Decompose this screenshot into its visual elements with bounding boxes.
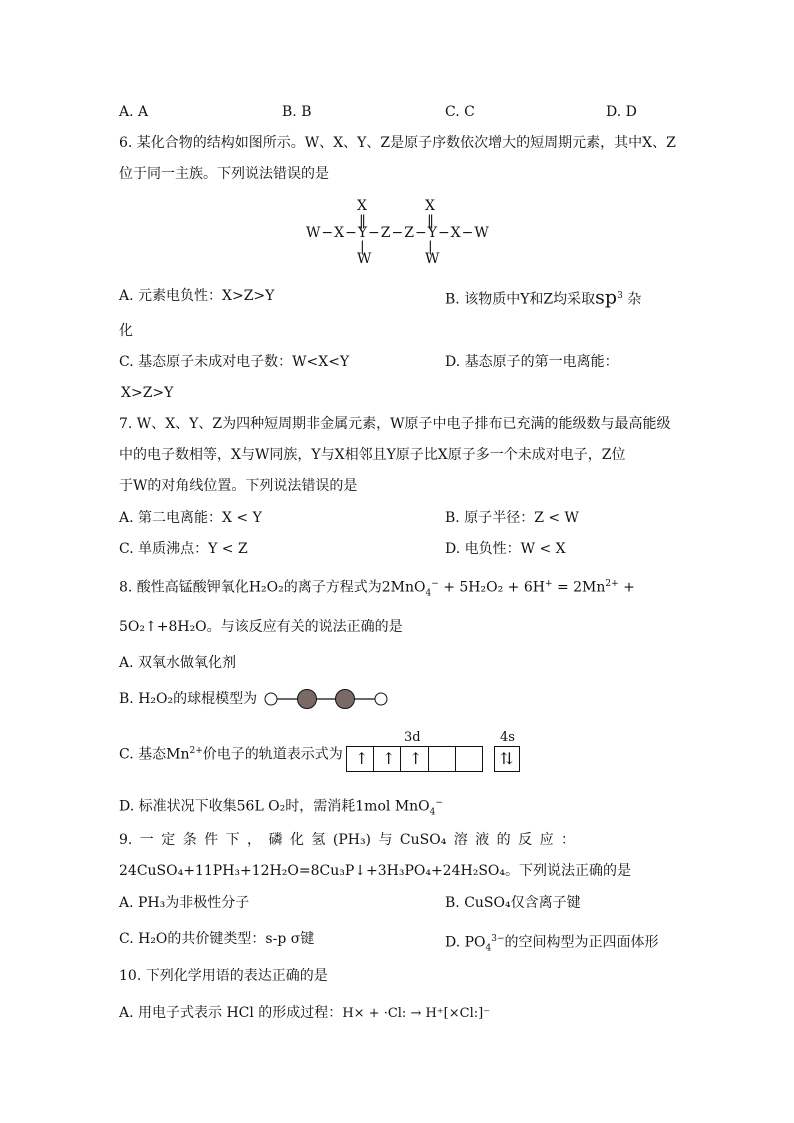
q8-eq-mn: = 2Mn	[552, 579, 606, 596]
struct-single-bond-left: |	[360, 239, 365, 255]
q5-option-d: D. D	[606, 104, 637, 120]
hcl-electron-formula: H× + ·Cl: → H⁺[×Cl:]⁻	[342, 1006, 491, 1021]
q7-stem-line1: 7. W、X、Y、Z为四种短周期非金属元素，W原子中电子排布已充满的能级数与最高能级	[119, 416, 671, 432]
q7-stem-line2: 中的电子数相等，X与W同族，Y与X相邻且Y原子比X原子多一个未成对电子，Z位	[119, 447, 626, 463]
q9-stem-line1: 9. 一 定 条 件 下 ， 磷 化 氢 (PH₃) 与 CuSO₄ 溶 液 的 反 应 ：	[119, 832, 576, 848]
struct-double-bond-left: ‖	[359, 213, 366, 229]
orbital-3d-divider	[428, 746, 429, 772]
struct-bottom-w-right: W	[425, 251, 440, 267]
struct-top-x-left: X	[357, 198, 367, 214]
q9-option-d-sub: 4	[485, 943, 492, 954]
q5-option-c: C. C	[445, 104, 475, 120]
label-3d: 3d	[404, 730, 421, 745]
q8-h2o2: H₂O₂	[248, 579, 284, 596]
up-arrow-icon: ↑	[382, 749, 396, 768]
q9-option-d-pre: D. PO	[445, 934, 486, 951]
q8-stem-line2-text: 。与该反应有关的说法正确的是	[206, 619, 403, 635]
q8-stem-pre: 8. 酸性高锰酸钾氧化	[119, 579, 249, 596]
struct-main-chain: W−X−Y−Z−Z−Y−X−W	[306, 225, 490, 241]
q6-option-b	[445, 287, 641, 309]
q8-option-c	[119, 742, 343, 764]
q6-option-b-wrap: 化	[119, 323, 133, 339]
q8-eq-h2o2-h: + 5H₂O₂ + 6H	[438, 579, 545, 596]
q7-option-b: B. 原子半径：Z < W	[445, 510, 579, 526]
up-arrow-icon: ↑	[409, 749, 423, 768]
q8-option-d-sup: −	[435, 798, 443, 808]
q7-option-a: A. 第二电离能：X < Y	[119, 510, 262, 526]
orbital-3d-divider	[455, 746, 456, 772]
q7-stem-line3: 于W的对角线位置。下列说法错误的是	[119, 478, 358, 494]
struct-top-x-right: X	[425, 198, 435, 214]
q6-option-b-tail: 杂	[622, 291, 642, 308]
q8-eq-products: 5O₂↑+8H₂O	[119, 619, 207, 635]
q6-option-d-wrap: X>Z>Y	[121, 385, 174, 401]
orbital-3d-divider	[373, 746, 374, 772]
q8-option-d-sub: 4	[429, 807, 436, 818]
label-4s: 4s	[500, 730, 515, 745]
q8-option-a: A. 双氧水做氧化剂	[119, 655, 237, 671]
q8-option-b: B. H₂O₂的球棍模型为	[119, 691, 258, 707]
orbital-3d-divider	[400, 746, 401, 772]
q6-option-c: C. 基态原子未成对电子数：W<X<Y	[119, 354, 350, 370]
q10-option-a-text: A. 用电子式表示 HCl 的形成过程：	[119, 1005, 343, 1021]
h2o2-ball-stick-model	[264, 687, 392, 711]
q8-stem-mid: 的离子方程式为	[283, 579, 382, 596]
q8-eq-mn-sup: 2+	[605, 579, 619, 589]
q8-option-c-post: 价电子的轨道表示式为	[202, 746, 343, 763]
q8-eq-mno4-sup: −	[431, 579, 439, 589]
struct-bottom-w-left: W	[357, 251, 372, 267]
q8-option-d	[119, 794, 443, 821]
struct-single-bond-right: |	[428, 239, 433, 255]
q6-option-d: D. 基态原子的第一电离能：	[445, 354, 619, 370]
q8-eq-mno4: 2MnO	[381, 579, 426, 596]
q7-option-d: D. 电负性：W < X	[445, 541, 566, 557]
q8-eq-plus: +	[618, 579, 635, 596]
q6-option-b-text: B. 该物质中Y和Z均采取	[445, 291, 596, 308]
q5-option-b: B. B	[282, 104, 312, 120]
q9-option-a: A. PH₃为非极性分子	[119, 895, 250, 911]
up-down-arrows-icon: ⇅	[500, 749, 514, 768]
q8-eq-mno4-sub: 4	[425, 588, 432, 599]
q7-option-c: C. 单质沸点：Y < Z	[119, 541, 248, 557]
q8-stem-line2	[119, 618, 403, 636]
struct-double-bond-right: ‖	[427, 213, 434, 229]
q6-option-b-sp: sp	[595, 286, 618, 309]
q6-option-b-sup: 3	[617, 291, 623, 301]
q8-option-d-text: D. 标准状况下收集56L O₂时，需消耗1mol MnO	[119, 798, 430, 815]
q10-stem: 10. 下列化学用语的表达正确的是	[119, 968, 328, 984]
q9-option-c: C. H₂O的共价键类型：s-p σ键	[119, 931, 315, 947]
q5-option-a: A. A	[119, 104, 149, 120]
q10-option-a	[119, 1004, 490, 1023]
q8-stem-line1	[119, 575, 635, 602]
q9-option-d-sup: 3−	[491, 934, 505, 944]
q9-option-b: B. CuSO₄仅含离子键	[445, 895, 581, 911]
up-arrow-icon: ↑	[355, 749, 369, 768]
q8-option-c-pre: C. 基态Mn	[119, 746, 190, 763]
q8-option-c-sup: 2+	[189, 746, 203, 756]
q8-eq-h-sup: +	[544, 579, 553, 589]
q6-stem-line1: 6. 某化合物的结构如图所示。W、X、Y、Z是原子序数依次增大的短周期元素，其中X、Z	[119, 135, 676, 151]
q9-option-d	[445, 930, 659, 957]
q6-option-a: A. 元素电负性：X>Z>Y	[119, 288, 275, 304]
q9-option-d-post: 的空间构型为正四面体形	[504, 934, 659, 951]
q9-stem-line2: 24CuSO₄+11PH₃+12H₂O=8Cu₃P↓+3H₃PO₄+24H₂SO₄。下列说法正确的是	[119, 863, 631, 879]
q6-stem-line2: 位于同一主族。下列说法错误的是	[119, 166, 329, 182]
